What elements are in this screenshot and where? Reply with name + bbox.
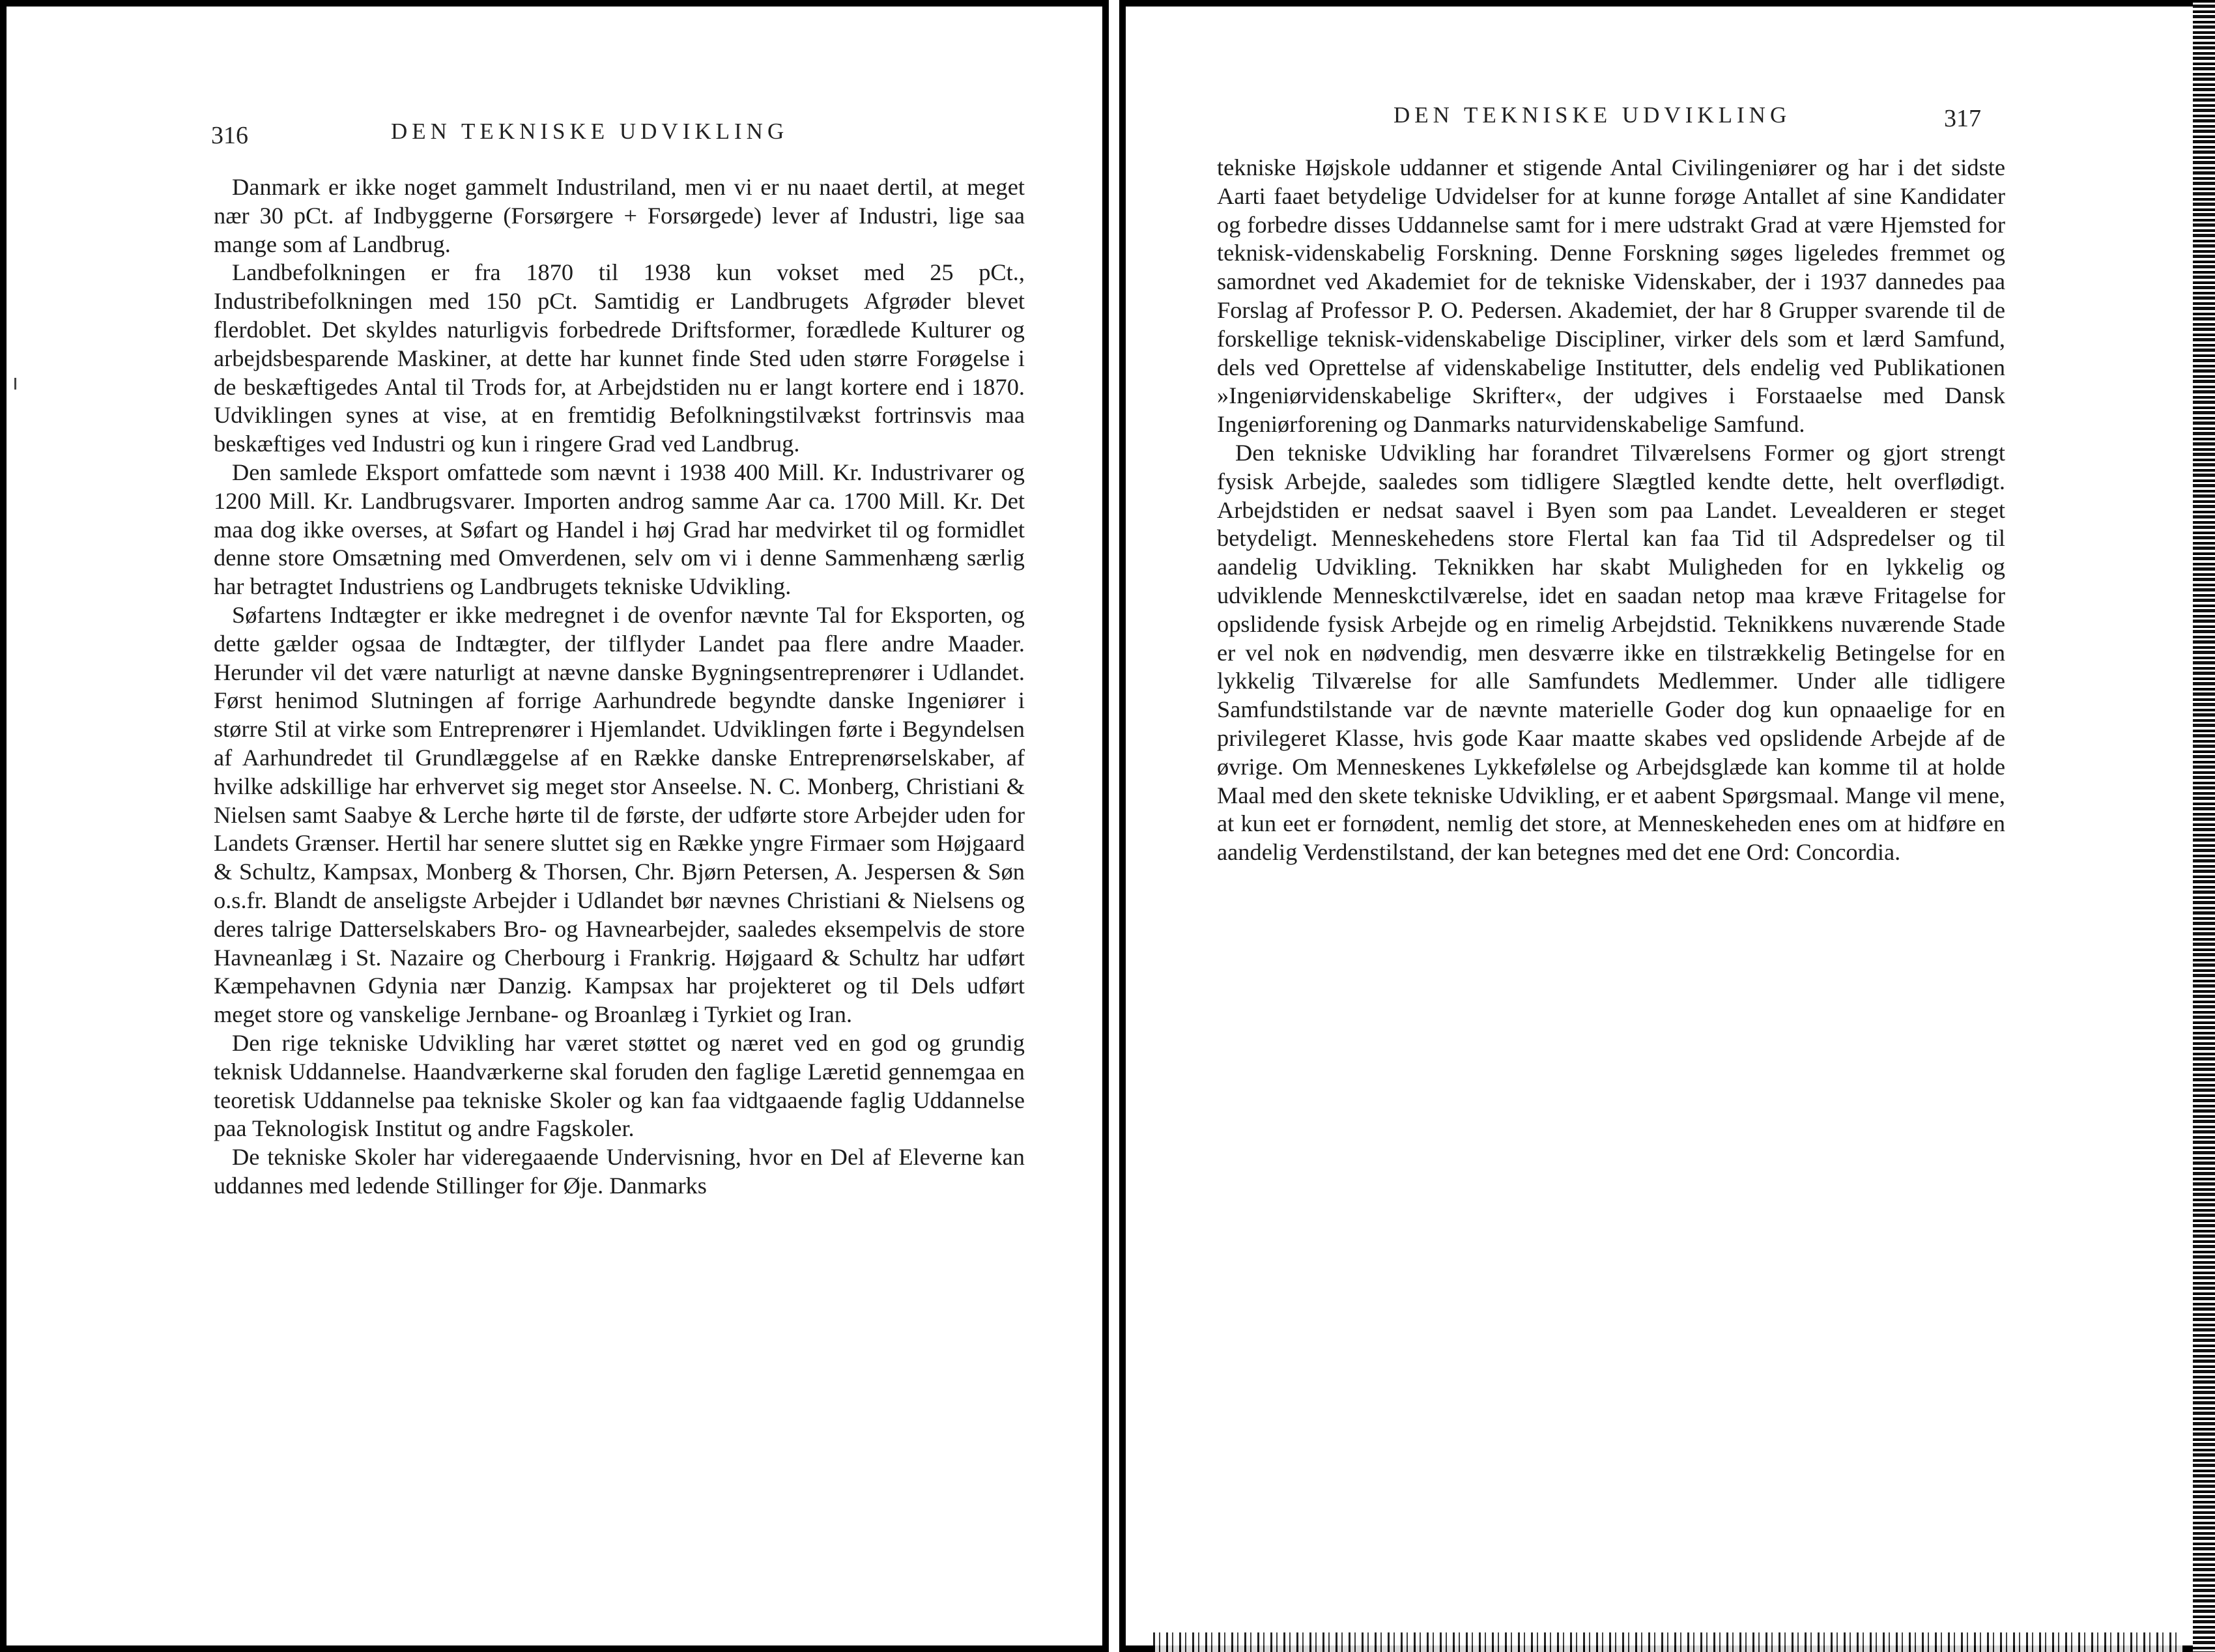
scan-mark bbox=[14, 378, 16, 390]
paragraph: Danmark er ikke noget gammelt Industriland, men vi er nu naaet dertil, at meget nær 30 pCt. af Indbyggerne (Forsørgere + Forsørgede) lever af Industri, lige saa mange som af Landbrug. bbox=[214, 174, 1025, 257]
paragraph: Den rige tekniske Udvikling har været støttet og næret ved en god og grundig teknisk Uddannelse. Haandværkerne skal foruden den faglige Læretid gennemgaa en teoretisk Uddannelse paa tekniske Skoler og kan faa vidtgaaende faglig Uddannelse paa Teknologisk Institut og andre Fagskoler. bbox=[214, 1029, 1025, 1142]
paragraph: Søfartens Indtægter er ikke medregnet i de ovenfor nævnte Tal for Eksporten, og dette gælder ogsaa de Indtægter, der tilflyder Landet paa flere andre Maader. Herunder vil det være naturligt at nævne danske Bygningsentreprenører i Udlandet. Først henimod Slutningen af forrige Aarhundrede begyndte danske Ingeniører i større Stil at virke som Entreprenører i Hjemlandet. Udviklingen førte i Begyndelsen af Aarhundredet til Grundlæggelse af en Række danske Entreprenørselskaber, af hvilke adskillige har erhvervet sig meget stor Anseelse. N. C. Monberg, Christiani & Nielsen samt Saabye & Lerche hørte til de første, der udførte store Arbejder uden for Landets Grænser. Hertil har senere sluttet sig en Række yngre Firmaer som Højgaard & Schultz, Kampsax, Monberg & Thorsen, Chr. Bjørn Petersen, A. Jespersen & Søn o.s.fr. Blandt de anseligste Arbejder i Udlandet bør nævnes Christiani & Nielsens og deres talrige Datterselskabers Bro- og Havnearbejder, saaledes eksempelvis de store Havneanlæg i St. Nazaire og Cherbourg i Frankrig. Højgaard & Schultz har udført Kæmpehavnen Gdynia nær Danzig. Kampsax har projekteret og til Dels udført meget store og vanskelige Jernbane- og Broanlæg i Tyrkiet og Iran. bbox=[214, 601, 1025, 1028]
paragraph: tekniske Højskole uddanner et stigende Antal Civilingeniører og har i det sidste Aarti faaet betydelige Udvidelser for at kunne forøge Antallet af sine Kandidater og forbedre disses Uddannelse samt for i mere udstrakt Grad at være Hjemsted for teknisk-videnskabelig Forskning. Denne Forskning søges ligeledes fremmet og samordnet ved Akademiet for de tekniske Videnskaber, der i 1937 dannedes paa Forslag af Professor P. O. Pedersen. Akademiet, der har 8 Grupper svarende til de forskellige teknisk-videnskabelige Discipliner, virker dels som et lærd Samfund, dels ved Oprettelse af videnskabelige Institutter, dels endelig ved Publikationen »Ingeniørvidenskabelige Skrifter«, der udgives i Forstaaelse med Dansk Ingeniørforening og Danmarks naturvidenskabelige Samfund. bbox=[1217, 154, 2005, 438]
page-edge-right bbox=[2193, 0, 2215, 1652]
running-head: DEN TEKNISKE UDVIKLING bbox=[391, 119, 789, 144]
body-text bbox=[1217, 154, 2005, 867]
paragraph: Den tekniske Udvikling har forandret Tilværelsens Former og gjort strengt fysisk Arbejde, saaledes som tidligere Slægtled kendte dette, helt overflødigt. Arbejdstiden er nedsat saavel i Byen som paa Landet. Levealderen er steget betydeligt. Menneskehedens store Flertal kan faa Tid til Adspredelser og til aandelig Udvikling. Teknikken har skabt Muligheden for en lykkelig og udviklende Menneskctilværelse, idet en saadan netop maa kræve Fritagelse for opslidende fysisk Arbejde og en rimelig Arbejdstid. Teknikkens nuværende Stade er vel nok en nødvendig, men desværre ikke en tilstrækkelig Betingelse for en lykkelig Tilværelse for alle Samfundets Medlemmer. Under alle tidligere Samfundstilstande var de nævnte materielle Goder dog kun opnaaelige for en privilegeret Klasse, hvis gode Kaar maatte skabes ved opslidende Arbejde af de øvrige. Om Menneskenes Lykkefølelse og Arbejdsglæde kan komme til at holde Maal med den skete tekniske Udvikling, er et aabent Spørgsmaal. Mange vil mene, at kun eet er fornødent, nemlig det store, at Menneskeheden enes om at hidføre en aandelig Verdenstilstand, der kan betegnes med det ene Ord: Concordia. bbox=[1217, 439, 2005, 866]
body-text bbox=[214, 173, 1025, 1201]
running-head: DEN TEKNISKE UDVIKLING bbox=[1393, 102, 1792, 128]
paragraph: Den samlede Eksport omfattede som nævnt i 1938 400 Mill. Kr. Industrivarer og 1200 Mill. Kr. Landbrugsvarer. Importen androg samme Aar ca. 1700 Mill. Kr. Det maa dog ikke overses, at Søfart og Handel i høj Grad har medvirket til og formidlet denne store Omsætning med Omverdenen, selv om vi i denne Sammenhæng særlig har betragtet Industriens og Landbrugets tekniske Udvikling. bbox=[214, 459, 1025, 600]
paragraph: Landbefolkningen er fra 1870 til 1938 kun vokset med 25 pCt., Industribefolkningen med 150 pCt. Samtidig er Landbrugets Afgrøder blevet flerdoblet. Det skyldes naturligvis forbedrede Driftsformer, forædlede Kulturer og arbejdsbesparende Maskiner, at dette har kunnet finde Sted uden større Forøgelse i de beskæftigedes Antal til Trods for, at Arbejdstiden nu er langt kortere end i 1870. Udviklingen synes at vise, at en fremtidig Befolkningstilvækst fortrinsvis maa beskæftiges ved Industri og kun i ringere Grad ved Landbrug. bbox=[214, 259, 1025, 457]
page-number: 317 bbox=[1944, 105, 1981, 132]
page-number: 316 bbox=[211, 122, 248, 149]
page-gutter bbox=[1109, 0, 1119, 1652]
right-page bbox=[1119, 0, 2193, 1652]
paragraph: De tekniske Skoler har videregaaende Undervisning, hvor en Del af Eleverne kan uddannes med ledende Stillinger for Øje. Danmarks bbox=[214, 1144, 1025, 1199]
